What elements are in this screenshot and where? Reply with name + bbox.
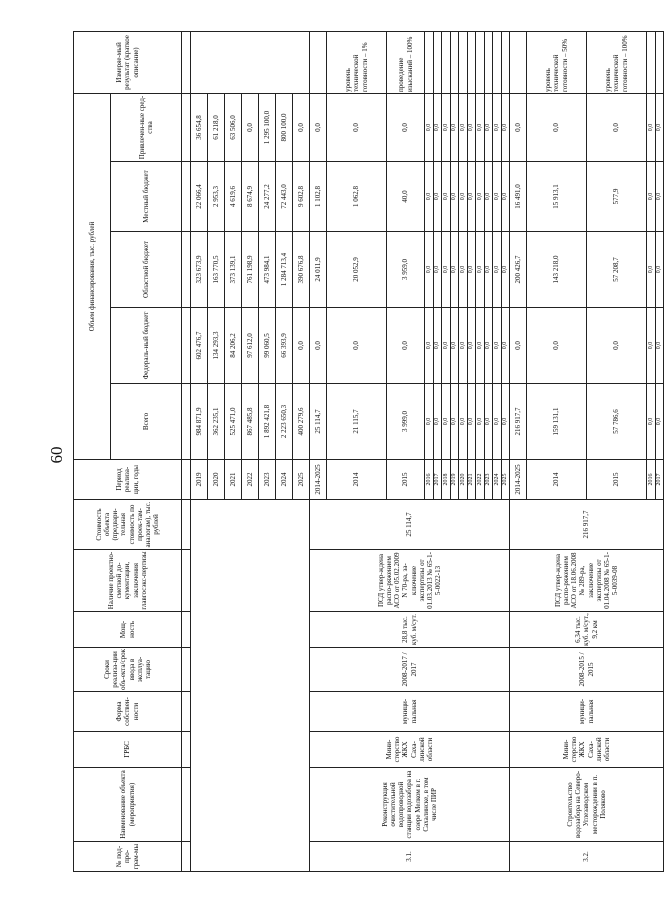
cell-local: 9 602,8	[293, 162, 310, 232]
header-local: Местный бюджет	[111, 162, 182, 232]
cell-year: 2014	[327, 460, 387, 500]
cell-federal: 0,0	[310, 308, 327, 384]
cell-regional: 20 052,9	[327, 232, 387, 308]
cell-attracted: 0,0	[527, 93, 587, 161]
cell-year: 2017	[655, 460, 664, 500]
header-capacity: Мощ-ность	[74, 612, 182, 648]
cell-local: 1 102,8	[310, 162, 327, 232]
cell-regional: 0,0	[459, 232, 468, 308]
cell-attracted: 1 295 100,0	[259, 93, 276, 161]
cell-total: 0,0	[476, 384, 485, 460]
cell-year: 2014	[527, 460, 587, 500]
object-psd: ПСД утвер-ждена распо-ряжением АСО от 18.06.2008 № 289-ра, заключение экспертизы от 01.04.2008 № 65-1-5-0039-08	[510, 550, 664, 612]
header-financing: Объем финансирования, тыс. рублей	[74, 93, 111, 459]
cell-result	[476, 31, 485, 93]
cell-total: 867 485,8	[242, 384, 259, 460]
cell-federal: 0,0	[587, 308, 647, 384]
cell-federal: 0,0	[501, 308, 510, 384]
object-cost: 25 114,7	[310, 500, 510, 550]
cell-attracted: 0,0	[587, 93, 647, 161]
cell-regional: 0,0	[501, 232, 510, 308]
cell-attracted: 0,0	[433, 93, 442, 161]
cell-result: проведение изысканий – 100%	[387, 31, 425, 93]
cell-year: 2024	[276, 460, 293, 500]
cell-attracted: 0,0	[387, 93, 425, 161]
cell-federal: 0,0	[467, 308, 476, 384]
cell-regional: 323 673,9	[191, 232, 208, 308]
cell-total: 0,0	[467, 384, 476, 460]
cell-result: уровень технической готовности – 100%	[587, 31, 647, 93]
cell-regional: 143 218,0	[527, 232, 587, 308]
cell-local: 577,9	[587, 162, 647, 232]
cell-total: 0,0	[433, 384, 442, 460]
cell-federal: 0,0	[327, 308, 387, 384]
cell-total: 2 223 650,3	[276, 384, 293, 460]
cell-year: 2015	[587, 460, 647, 500]
cell-result	[442, 31, 451, 93]
cell-total: 57 786,6	[587, 384, 647, 460]
cell-federal: 99 060,5	[259, 308, 276, 384]
cell-regional: 761 198,9	[242, 232, 259, 308]
cell-attracted: 0,0	[450, 93, 459, 161]
cell-local: 4 619,6	[225, 162, 242, 232]
cell-attracted: 0,0	[484, 93, 493, 161]
cell-total: 25 114,7	[310, 384, 327, 460]
cell-attracted: 800 100,0	[276, 93, 293, 161]
cell-federal: 0,0	[476, 308, 485, 384]
cell-regional: 0,0	[476, 232, 485, 308]
cell-year: 2019	[191, 460, 208, 500]
cell-attracted: 0,0	[310, 93, 327, 161]
cell-year: 2016	[647, 460, 656, 500]
cell-total: 0,0	[484, 384, 493, 460]
cell-attracted: 0,0	[442, 93, 451, 161]
cell-total: 3 999,0	[387, 384, 425, 460]
cell-year: 2017	[433, 460, 442, 500]
cell-attracted: 0,0	[501, 93, 510, 161]
cell-local: 0,0	[476, 162, 485, 232]
header-ownership: Форма собствен-ности	[74, 692, 182, 732]
cell-attracted: 0,0	[476, 93, 485, 161]
object-cost: 216 917,7	[510, 500, 664, 550]
cell-federal: 0,0	[510, 308, 527, 384]
cell-total: 400 279,6	[293, 384, 310, 460]
object-psd: ПСД утвер-ждена распо-ряжением АСО от 05.02.2009 N 70-ра, за-ключение экспертизы от 01.03.2013 № 65-1-5-0022-13	[310, 550, 510, 612]
cell-attracted: 0,0	[242, 93, 259, 161]
cell-total: 0,0	[459, 384, 468, 460]
cell-regional: 0,0	[442, 232, 451, 308]
cell-attracted: 0,0	[647, 93, 656, 161]
cell-regional: 373 139,1	[225, 232, 242, 308]
cell-local: 8 674,9	[242, 162, 259, 232]
cell-regional: 0,0	[655, 232, 664, 308]
cell-local: 0,0	[493, 162, 502, 232]
cell-attracted: 0,0	[510, 93, 527, 161]
cell-total: 362 235,1	[208, 384, 225, 460]
object-capacity: 28,8 тыс. куб. м/сут.	[310, 612, 510, 648]
cell-result	[459, 31, 468, 93]
cell-year: 2021	[225, 460, 242, 500]
cell-total: 0,0	[647, 384, 656, 460]
cell-federal: 0,0	[425, 308, 434, 384]
cell-result	[450, 31, 459, 93]
cell-year: 2023	[259, 460, 276, 500]
header-attracted: Привлечен-ные сред-ства	[111, 93, 182, 161]
cell-local: 16 491,0	[510, 162, 527, 232]
cell-local: 24 277,2	[259, 162, 276, 232]
cell-local: 2 953,3	[208, 162, 225, 232]
cell-attracted: 63 506,0	[225, 93, 242, 161]
cell-regional: 0,0	[433, 232, 442, 308]
cell-year: 2020	[459, 460, 468, 500]
cell-regional: 3 959,0	[387, 232, 425, 308]
object-num: 3.2.	[510, 842, 664, 872]
cell-total: 216 917,7	[510, 384, 527, 460]
cell-year: 2014-2025	[310, 460, 327, 500]
cell-local: 0,0	[647, 162, 656, 232]
cell-attracted: 0,0	[655, 93, 664, 161]
header-terms: Сроки реализа-ции объ-екта/срок ввода в эксплуа-тацию	[74, 648, 182, 692]
cell-regional: 0,0	[450, 232, 459, 308]
cell-federal: 602 476,7	[191, 308, 208, 384]
cell-result: уровень технической готовности – 50%	[527, 31, 587, 93]
cell-local: 0,0	[467, 162, 476, 232]
cell-year: 2024	[493, 460, 502, 500]
cell-year: 2025	[501, 460, 510, 500]
cell-federal: 0,0	[387, 308, 425, 384]
cell-year: 2022	[242, 460, 259, 500]
cell-federal: 0,0	[450, 308, 459, 384]
cell-federal: 0,0	[433, 308, 442, 384]
header-cost: Стоимость объекта (предвари-тельная стоимость по проек-там-аналогам), тыс. рублей	[74, 500, 182, 550]
page-number: 60	[47, 446, 66, 464]
cell-attracted: 0,0	[327, 93, 387, 161]
cell-result	[467, 31, 476, 93]
header-regional: Областной бюджет	[111, 232, 182, 308]
table-body	[191, 31, 664, 871]
cell-total: 984 871,9	[191, 384, 208, 460]
cell-result	[425, 31, 434, 93]
header-blank-row	[182, 31, 191, 871]
cell-year: 2016	[425, 460, 434, 500]
header-name: Наименование объекта (мероприятия)	[74, 768, 182, 842]
cell-year: 2023	[484, 460, 493, 500]
object-num: 3.1.	[310, 842, 510, 872]
cell-local: 0,0	[433, 162, 442, 232]
cell-total: 1 892 421,8	[259, 384, 276, 460]
cell-year: 2015	[387, 460, 425, 500]
cell-regional: 200 426,7	[510, 232, 527, 308]
cell-result	[191, 31, 310, 93]
cell-federal: 0,0	[493, 308, 502, 384]
cell-attracted: 0,0	[293, 93, 310, 161]
cell-result	[493, 31, 502, 93]
cell-attracted: 0,0	[459, 93, 468, 161]
cell-regional: 0,0	[425, 232, 434, 308]
cell-regional: 57 208,7	[587, 232, 647, 308]
object-name: Строительство водозабора на Северо-Углезаводском месторождении в п. Поляково	[510, 768, 664, 842]
cell-result	[655, 31, 664, 93]
cell-result: уровень технической готовности – 1%	[327, 31, 387, 93]
financing-table	[73, 31, 664, 872]
cell-total: 0,0	[442, 384, 451, 460]
cell-attracted: 36 654,8	[191, 93, 208, 161]
object-name: Реконструкция очистительной водопроводной станции водозабора на озере Мелком в г. Сахалинске, в том числе ПИР	[310, 768, 510, 842]
object-capacity: 6,34 тыс. куб. м/сут., 9,2 км	[510, 612, 664, 648]
cell-regional: 0,0	[484, 232, 493, 308]
cell-year: 2019	[450, 460, 459, 500]
cell-year: 2021	[467, 460, 476, 500]
cell-attracted: 61 218,0	[208, 93, 225, 161]
object-ownership: муници-пальная	[310, 692, 510, 732]
object-grbs: Мини-стерство ЖКХ Саха-линской области	[510, 732, 664, 768]
cell-regional: 163 770,5	[208, 232, 225, 308]
header-federal: Федераль-ный бюджет	[111, 308, 182, 384]
cell-result	[510, 31, 527, 93]
cell-total: 525 471,0	[225, 384, 242, 460]
cell-federal: 0,0	[655, 308, 664, 384]
cell-attracted: 0,0	[425, 93, 434, 161]
cell-regional: 0,0	[493, 232, 502, 308]
cell-federal: 134 293,3	[208, 308, 225, 384]
header-num: № под-про-грам-мы	[74, 842, 182, 872]
object-terms: 2008-2015 / 2015	[510, 648, 664, 692]
table-row	[191, 31, 208, 871]
cell-year: 2025	[293, 460, 310, 500]
rotated-table-container	[73, 32, 663, 872]
cell-total: 159 131,1	[527, 384, 587, 460]
cell-result	[501, 31, 510, 93]
cell-federal: 84 206,2	[225, 308, 242, 384]
table-row	[510, 31, 527, 871]
cell-attracted: 0,0	[467, 93, 476, 161]
cell-local: 0,0	[442, 162, 451, 232]
cell-total: 0,0	[450, 384, 459, 460]
cell-total: 0,0	[493, 384, 502, 460]
header-period: Период реализа-ции, годы	[74, 460, 182, 500]
cell-federal: 66 393,9	[276, 308, 293, 384]
header-total: Всего	[111, 384, 182, 460]
header-psd: Наличие проектно-сметной до-кументации, заключения главгосэкс-пертизы	[74, 550, 182, 612]
cell-local: 15 913,1	[527, 162, 587, 232]
table-header	[74, 31, 191, 871]
cell-result	[433, 31, 442, 93]
cell-local: 0,0	[459, 162, 468, 232]
header-result: Измеряе-мый результат (краткое описание)	[74, 31, 182, 93]
cell-regional: 473 984,1	[259, 232, 276, 308]
cell-local: 0,0	[425, 162, 434, 232]
cell-local: 1 062,8	[327, 162, 387, 232]
cell-local: 22 066,4	[191, 162, 208, 232]
cell-federal: 0,0	[293, 308, 310, 384]
cell-total: 0,0	[655, 384, 664, 460]
object-terms: 2008-2017 / 2017	[310, 648, 510, 692]
cell-regional: 0,0	[467, 232, 476, 308]
cell-regional: 1 284 713,4	[276, 232, 293, 308]
cell-regional: 0,0	[647, 232, 656, 308]
cell-federal: 0,0	[527, 308, 587, 384]
cell-result	[647, 31, 656, 93]
cell-total: 21 115,7	[327, 384, 387, 460]
header-grbs: ГРБС	[74, 732, 182, 768]
cell-local: 72 443,0	[276, 162, 293, 232]
cell-local: 40,0	[387, 162, 425, 232]
cell-year: 2018	[442, 460, 451, 500]
cell-attracted: 0,0	[493, 93, 502, 161]
cell-regional: 390 676,8	[293, 232, 310, 308]
cell-total: 0,0	[425, 384, 434, 460]
cell-local: 0,0	[484, 162, 493, 232]
cell-local: 0,0	[450, 162, 459, 232]
cell-local: 0,0	[655, 162, 664, 232]
cell-year: 2020	[208, 460, 225, 500]
cell-year: 2014-2025	[510, 460, 527, 500]
cell-total: 0,0	[501, 384, 510, 460]
cell-result	[484, 31, 493, 93]
object-ownership: муници-пальная	[510, 692, 664, 732]
cell-regional: 24 011,9	[310, 232, 327, 308]
cell-federal: 0,0	[484, 308, 493, 384]
table-row	[310, 31, 327, 871]
cell-federal: 97 612,0	[242, 308, 259, 384]
cell-year: 2022	[476, 460, 485, 500]
cell-federal: 0,0	[442, 308, 451, 384]
cell-federal: 0,0	[459, 308, 468, 384]
cell-result	[310, 31, 327, 93]
summary-blank-cell	[191, 500, 310, 872]
cell-federal: 0,0	[647, 308, 656, 384]
object-grbs: Мини-стерство ЖКХ Саха-линской области	[310, 732, 510, 768]
cell-local: 0,0	[501, 162, 510, 232]
